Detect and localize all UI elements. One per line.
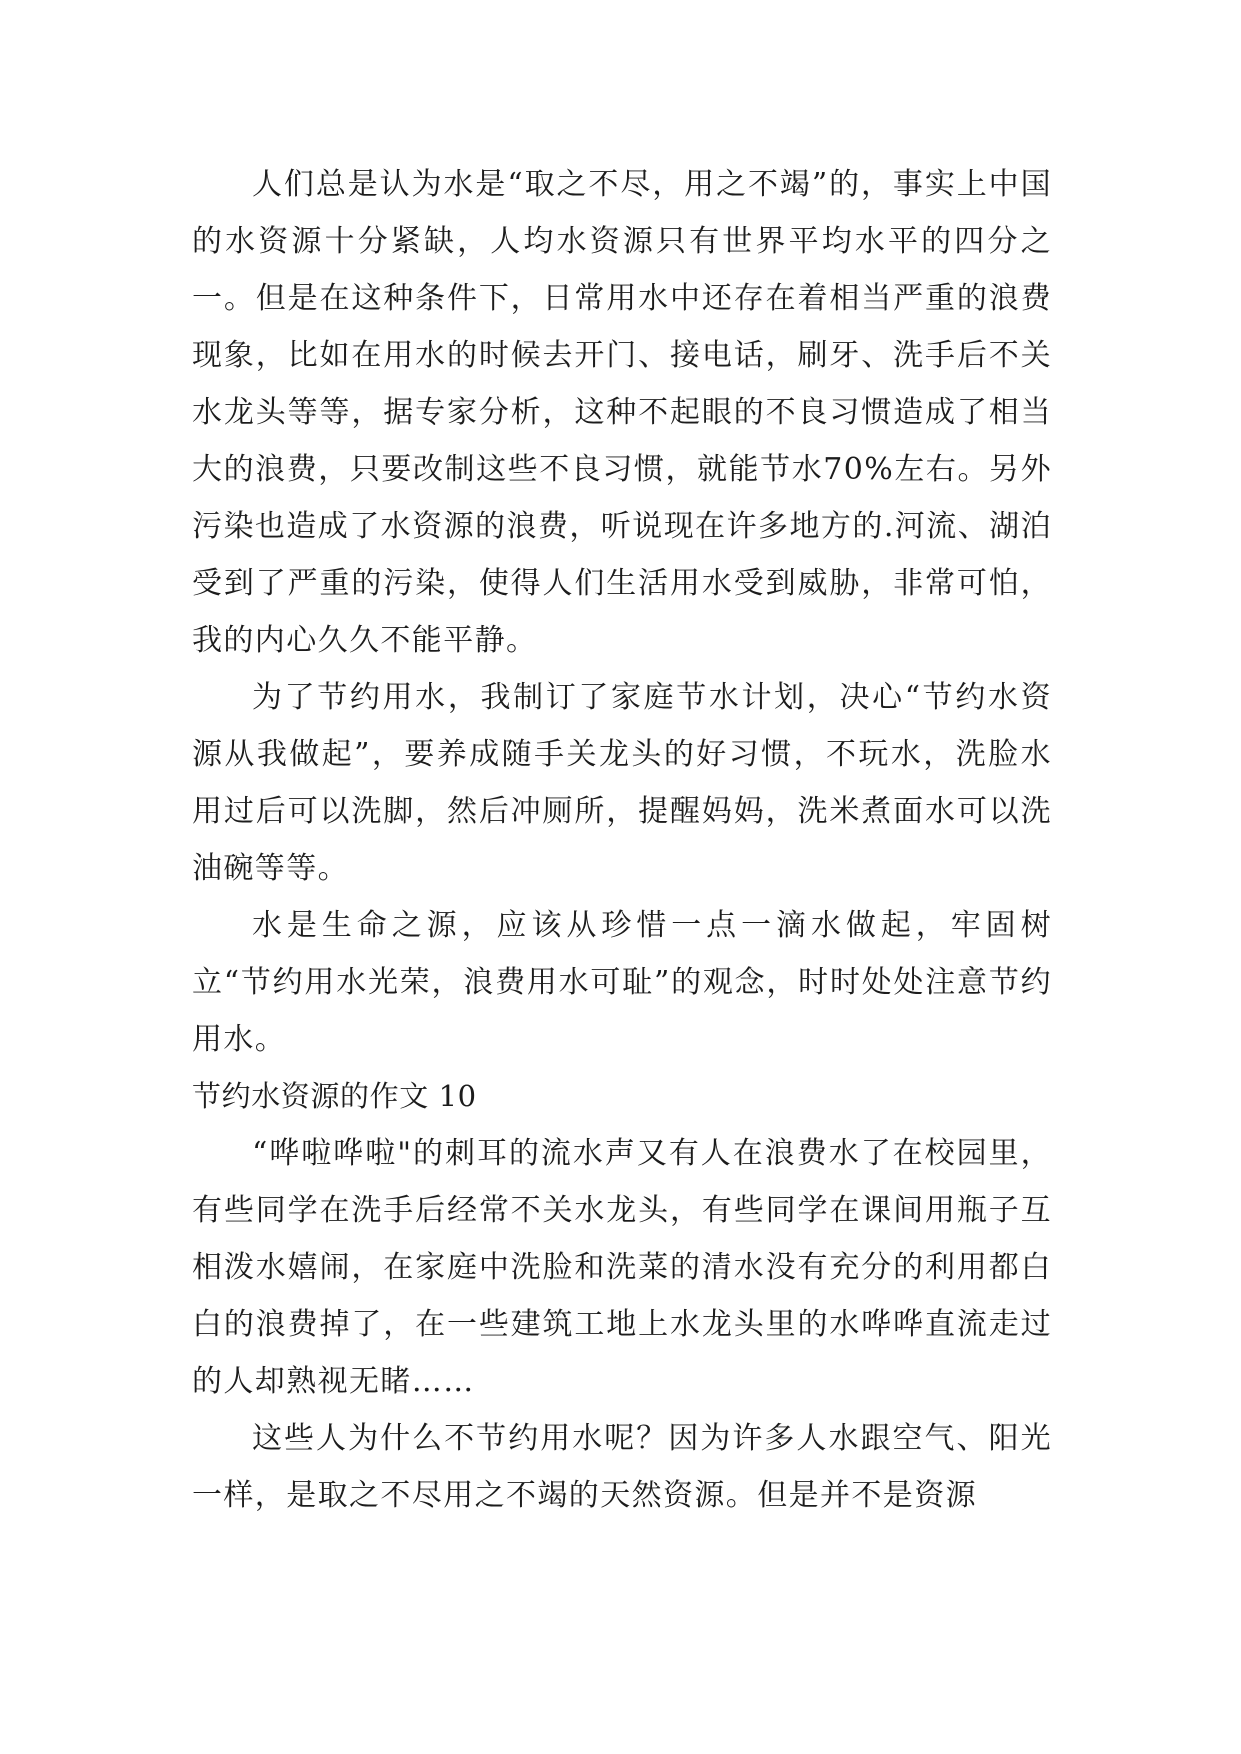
paragraph-why-not-save: 这些人为什么不节约用水呢？因为许多人水跟空气、阳光一样，是取之不尽用之不竭的天然资源。但是并不是资源	[192, 1421, 1052, 1513]
paragraph-water-noise: “哗啦哗啦"的刺耳的流水声又有人在浪费水了在校园里，有些同学在洗手后经常不关水龙头，有些同学在课间用瓶子互相泼水嬉闹，在家庭中洗脸和洗菜的清水没有充分的利用都白白的浪费掉了，在一些建筑工地上水龙头里的水哗哗直流走过的人却熟视无睹……	[192, 1136, 1052, 1399]
document-body	[192, 156, 1052, 1524]
paragraph-family-plan: 为了节约用水，我制订了家庭节水计划，决心“节约水资源从我做起”，要养成随手关龙头的好习惯，不玩水，洗脸水用过后可以洗脚，然后冲厕所，提醒妈妈，洗米煮面水可以洗油碗等等。	[192, 680, 1052, 886]
paragraph-conclusion: 水是生命之源，应该从珍惜一点一滴水做起，牢固树立“节约用水光荣，浪费用水可耻”的观念，时时处处注意节约用水。	[192, 908, 1052, 1057]
paragraph-water-shortage: 人们总是认为水是“取之不尽，用之不竭”的，事实上中国的水资源十分紧缺，人均水资源只有世界平均水平的四分之一。但是在这种条件下，日常用水中还存在着相当严重的浪费现象，比如在用水的时候去开门、接电话，刷牙、洗手后不关水龙头等等，据专家分析，这种不起眼的不良习惯造成了相当大的浪费，只要改制这些不良习惯，就能节水70%左右。另外污染也造成了水资源的浪费，听说现在许多地方的.河流、湖泊受到了严重的污染，使得人们生活用水受到威胁，非常可怕，我的内心久久不能平静。	[192, 167, 1052, 658]
essay-heading: 节约水资源的作文 10	[192, 1079, 477, 1113]
